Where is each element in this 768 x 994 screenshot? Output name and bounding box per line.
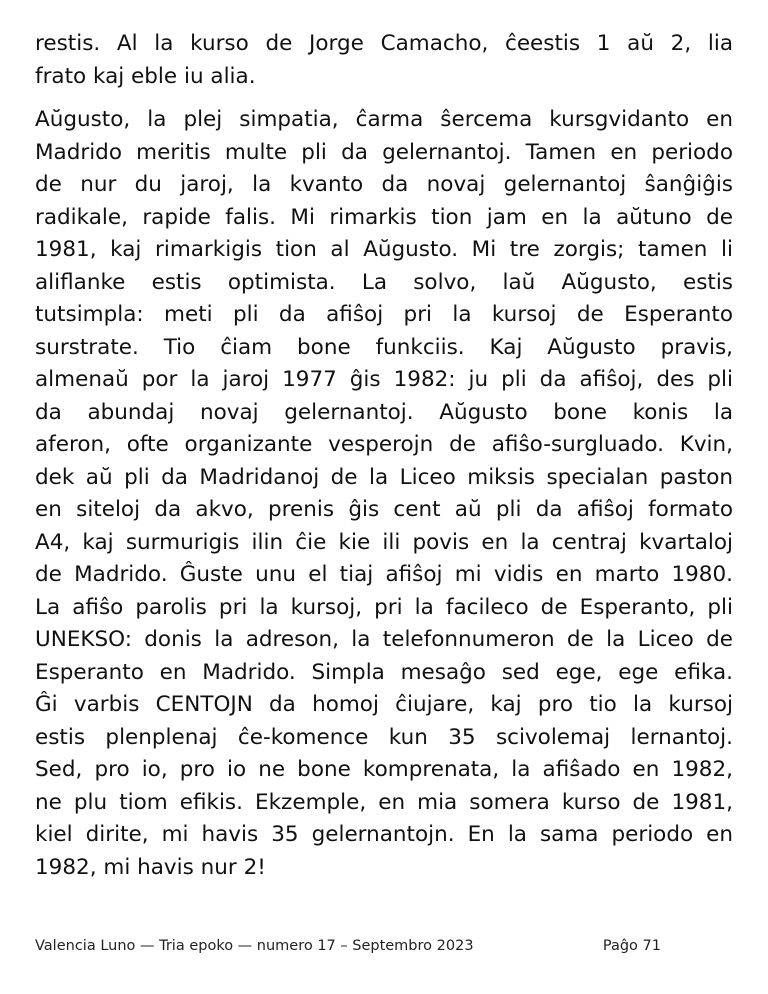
text-line: Ĝi varbis CENTOJN da homoj ĉiujare, kaj pro tio la kursoj — [35, 692, 733, 717]
text-line: 1981, kaj rimarkigis tion al Aŭgusto. Mi tre zorgis; tamen li — [35, 237, 733, 262]
footer-page-number: Paĝo 71 — [602, 938, 661, 954]
text-line: aferon, ofte organizante vesperojn de afiŝo-surgluado. Kvin, — [35, 432, 733, 457]
text-line: surstrate. Tio ĉiam bone funkciis. Kaj Aŭgusto pravis, — [35, 334, 733, 360]
paragraph-1 — [35, 28, 733, 93]
text-line: aliflanke estis optimista. La solvo, laŭ Aŭgusto, estis — [35, 269, 733, 295]
text-line: Esperanto en Madrido. Simpla mesaĝo sed ege, ege efika. — [35, 659, 733, 685]
text-line: radikale, rapide falis. Mi rimarkis tion jam en la aŭtuno de — [35, 204, 733, 230]
page-footer — [35, 938, 661, 954]
text-line: en siteloj da akvo, prenis ĝis cent aŭ pli da afiŝoj formato — [35, 497, 733, 522]
text-line: kiel dirite, mi havis 35 gelernantojn. En la sama periodo en — [35, 822, 733, 847]
text-line: Sed, pro io, pro io ne bone komprenata, la afiŝado en 1982, — [35, 757, 733, 782]
text-line: de Madrido. Ĝuste unu el tiaj afiŝoj mi vidis en marto 1980. — [35, 562, 733, 587]
text-line: frato kaj eble iu alia. — [35, 63, 256, 89]
text-line: dek aŭ pli da Madridanoj de la Liceo miksis specialan paston — [35, 464, 733, 490]
text-line: tutsimpla: meti pli da afiŝoj pri la kursoj de Esperanto — [35, 302, 733, 327]
text-line: ne plu tiom efikis. Ekzemple, en mia somera kurso de 1981, — [35, 789, 733, 815]
footer-publication: Valencia Luno — Tria epoko — numero 17 – Septembro 2023 — [35, 938, 474, 954]
text-line: almenaŭ por la jaroj 1977 ĝis 1982: ju pli da afiŝoj, des pli — [35, 367, 733, 392]
document-body — [35, 28, 733, 884]
text-line: La afiŝo parolis pri la kursoj, pri la facileco de Esperanto, pli — [35, 594, 733, 620]
text-line: da abundaj novaj gelernantoj. Aŭgusto bone konis la — [35, 399, 733, 425]
text-line: Madrido meritis multe pli da gelernantoj. Tamen en periodo — [35, 139, 733, 165]
text-line: de nur du jaroj, la kvanto da novaj gelernantoj ŝanĝiĝis — [35, 172, 733, 197]
text-line: restis. Al la kurso de Jorge Camacho, ĉeestis 1 aŭ 2, lia — [35, 31, 733, 56]
text-line: Aŭgusto, la plej simpatia, ĉarma ŝercema kursgvidanto en — [35, 107, 733, 132]
text-line: 1982, mi havis nur 2! — [35, 854, 266, 880]
text-line: A4, kaj surmurigis ilin ĉie kie ili povis en la centraj kvartaloj — [35, 529, 733, 555]
text-line: UNEKSO: donis la adreson, la telefonnumeron de la Liceo de — [35, 627, 733, 652]
paragraph-2 — [35, 104, 733, 884]
text-line: estis plenplenaj ĉe-komence kun 35 scivolemaj lernantoj. — [35, 724, 733, 750]
paragraph-gap — [35, 93, 733, 104]
